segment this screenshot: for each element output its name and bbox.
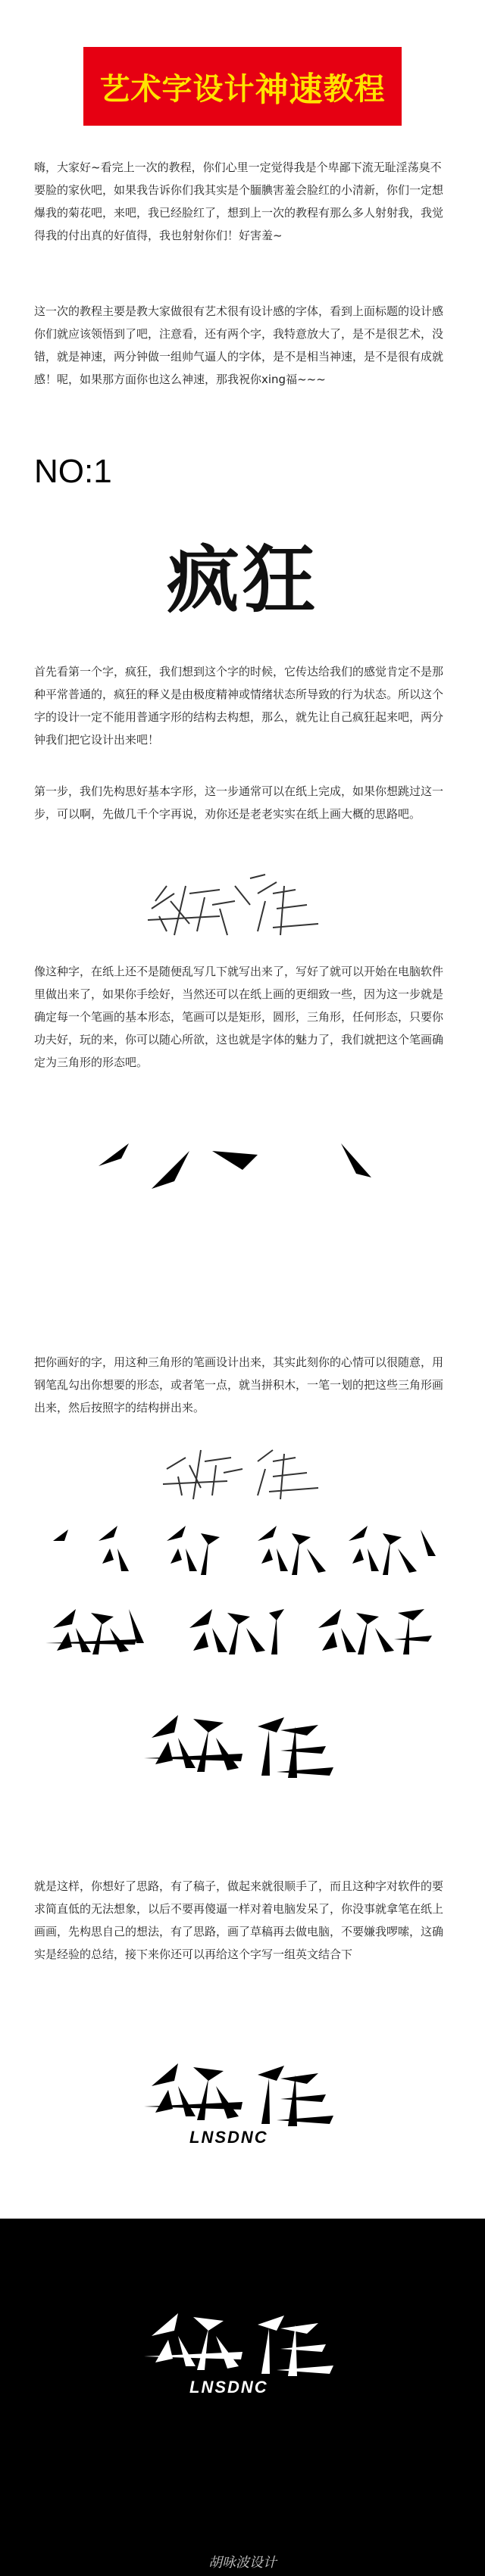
final-filled-word: [144, 1704, 341, 1787]
progression-row-1: [45, 1518, 440, 1579]
steps-paragraph-1: 首先看第一个字，疯狂，我们想到这个字的时候，它传达给我们的感觉肯定不是那种平常普通的，疯狂的释义是由极度精神或情绪状态所导致的行为状态。所以这个字的设计一定不能用普通字形的结构去构想，那么，就先让自己疯狂起来吧，两分钟我们把它设计出来吧！: [34, 665, 444, 747]
triangle-strokes: [99, 1136, 379, 1204]
sketch-2: [159, 1431, 333, 1507]
english-caption-light: LNSDNC: [189, 2128, 268, 2147]
title-banner: [83, 47, 402, 126]
banner-title-part2: 神速: [255, 70, 324, 109]
steps-paragraph-2: 第一步，我们先构思好基本字形，这一步通常可以在纸上完成，如果你想跳过这一步，可以啊，先做几千个字再说，劝你还是老老实实在纸上画大概的思路吧。: [34, 784, 444, 821]
sketch-1: [144, 863, 341, 947]
steps-paragraph-5: 就是这样，你想好了思路，有了稿子，做起来就很顺手了，而且这种字对软件的要求简直低的无法想象，以后不要再傻逼一样对着电脑发呆了，你没事就拿笔在纸上画画，先构思自己的想法，有了思路，画了草稿再去做电脑，不要嫌我啰嗦，这确实是经验的总结，接下来你还可以再给这个字写一组英文结合下: [34, 1879, 444, 1961]
intro-paragraph-2: 这一次的教程主要是教大家做很有艺术很有设计感的字体，看到上面标题的设计感你们就应该领悟到了吧，注意看，还有两个字，我特意放大了，是不是很艺术，没错，就是神速，两分钟做一组帅气逼人的字体，是不是相当神速，是不是很有成就感！呢，如果那方面你也这么神速，那我祝你xing福~~~: [34, 304, 444, 386]
section-word: 疯狂: [167, 538, 318, 622]
banner-title-part1: 艺术字设计: [99, 71, 255, 107]
logo-light: [144, 2052, 341, 2158]
dark-showcase: [0, 2219, 485, 2576]
steps-paragraph-3: 像这种字，在纸上还不是随便乱写几下就写出来了，写好了就可以开始在电脑软件里做出来了，如果你手绘好，当然还可以在纸上画的更细致一些，因为这一步就是确定每一个笔画的基本形态，笔画可以是矩形，圆形，三角形，任何形态，只要你功夫好，玩的来，你可以随心所欲，这也就是字体的魅力了，我们就把这个笔画确定为三角形的形态吧。: [34, 965, 444, 1069]
english-caption-dark: LNSDNC: [189, 2378, 268, 2397]
banner-title-part3: 教程: [323, 71, 386, 107]
logo-dark: [144, 2302, 341, 2408]
section-label: NO:1: [34, 453, 112, 490]
intro-paragraph-1: 嗨，大家好~看完上一次的教程，你们心里一定觉得我是个卑鄙下流无耻淫荡臭不要脸的家伙吧，如果我告诉你们我其实是个腼腆害羞会脸红的小清新，你们一定想爆我的菊花吧，来吧，我已经脸红了，想到上一次的教程有那么多人射射我，我觉得我的付出真的好值得，我也射射你们！好害羞~: [34, 161, 444, 242]
footer-signature: 胡咏波设计: [208, 2555, 277, 2571]
progression-row-2: [45, 1598, 440, 1658]
steps-paragraph-4: 把你画好的字，用这种三角形的笔画设计出来，其实此刻你的心情可以很随意，用钢笔乱勾出你想要的形态，或者笔一点，就当拼积木，一笔一划的把这些三角形画出来，然后按照字的结构拼出来。: [34, 1355, 444, 1414]
